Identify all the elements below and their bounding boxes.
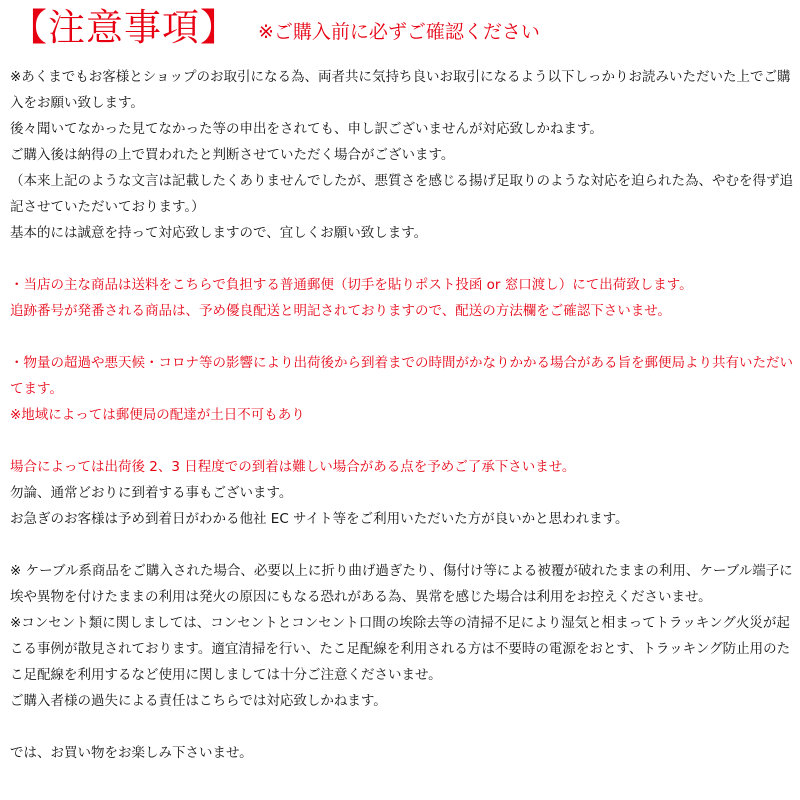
delay-line-2: ※地域によっては郵便局の配達が土日不可もあり	[10, 407, 305, 423]
shipping-line-2: 追跡番号が発番される商品は、予め優良配送と明記されておりますので、配送の方法欄をご確認下さいませ。	[10, 303, 671, 319]
delay-line-1: ・物量の超過や悪天候・コロナ等の影響により出荷後から到着までの時間がかなりかかる場合がある旨を郵便局より共有いただいてます。	[10, 355, 793, 397]
section-spacer	[10, 714, 795, 740]
shipping-section	[10, 272, 795, 324]
section-spacer	[10, 246, 795, 272]
notice-body	[10, 64, 795, 766]
arrival-line-3: お急ぎのお客様は予め到着日がわかる他社 EC サイト等をご利用いただいた方が良いかと思われます。	[10, 511, 629, 527]
intro-line-1: ※あくまでもお客様とショップのお取引になる為、両者共に気持ち良いお取引になるよう以下しっかりお読みいただいた上でご購入をお願い致します。	[10, 69, 791, 111]
safety-line-1: ※ ケーブル系商品をご購入された場合、必要以上に折り曲げ過ぎたり、傷付け等による被覆が破れたままの利用、ケーブル端子に埃や異物を付けたままの利用は発火の原因にもなる恐れがある為、異常を感じた場合は利用をお控えくださいませ。	[10, 563, 793, 605]
intro-section	[10, 64, 795, 246]
delay-section	[10, 350, 795, 428]
shipping-line-1: ・当店の主な商品は送料をこちらで負担する普通郵便（切手を貼りポスト投函 or 窓口渡し）にて出荷致します。	[10, 277, 693, 293]
closing-section	[10, 740, 795, 766]
intro-line-2: 後々聞いてなかった見てなかった等の申出をされても、申し訳ございませんが対応致しかねます。	[10, 121, 603, 137]
safety-line-3: ご購入者様の過失による責任はこちらでは対応致しかねます。	[10, 693, 387, 709]
safety-section	[10, 558, 795, 714]
intro-line-3: ご購入後は納得の上で買われたと判断させていただく場合がございます。	[10, 147, 455, 163]
notice-header	[10, 6, 540, 50]
arrival-line-1: 場合によっては出荷後 2、3 日程度での到着は難しい場合がある点を予めご了承下さいませ。	[10, 459, 576, 475]
safety-line-2: ※コンセント類に関しましては、コンセントとコンセント口間の埃除去等の清掃不足により湿気と相まってトラッキング火災が起こる事例が散見されております。適宜清掃を行い、たこ足配線を利用される方は不要時の電源をおとす、トラッキング防止用のたこ足配線を利用するなど使用に関しましては十分ご注意くださいませ。	[10, 615, 791, 683]
arrival-line-2: 勿論、通常どおりに到着する事もございます。	[10, 485, 293, 501]
section-spacer	[10, 428, 795, 454]
page-subtitle: ※ご購入前に必ずご確認ください	[258, 20, 540, 43]
section-spacer	[10, 324, 795, 350]
intro-line-4: （本来上記のような文言は記載したくありませんでしたが、悪質さを感じる揚げ足取りのような対応を迫られた為、やむを得ず追記させていただいております。）	[10, 173, 793, 215]
section-spacer	[10, 532, 795, 558]
intro-line-5: 基本的には誠意を持って対応致しますので、宜しくお願い致します。	[10, 225, 428, 241]
page-title: 【注意事項】	[10, 6, 238, 49]
arrival-section	[10, 454, 795, 532]
closing-line-1: では、お買い物をお楽しみ下さいませ。	[10, 745, 253, 761]
